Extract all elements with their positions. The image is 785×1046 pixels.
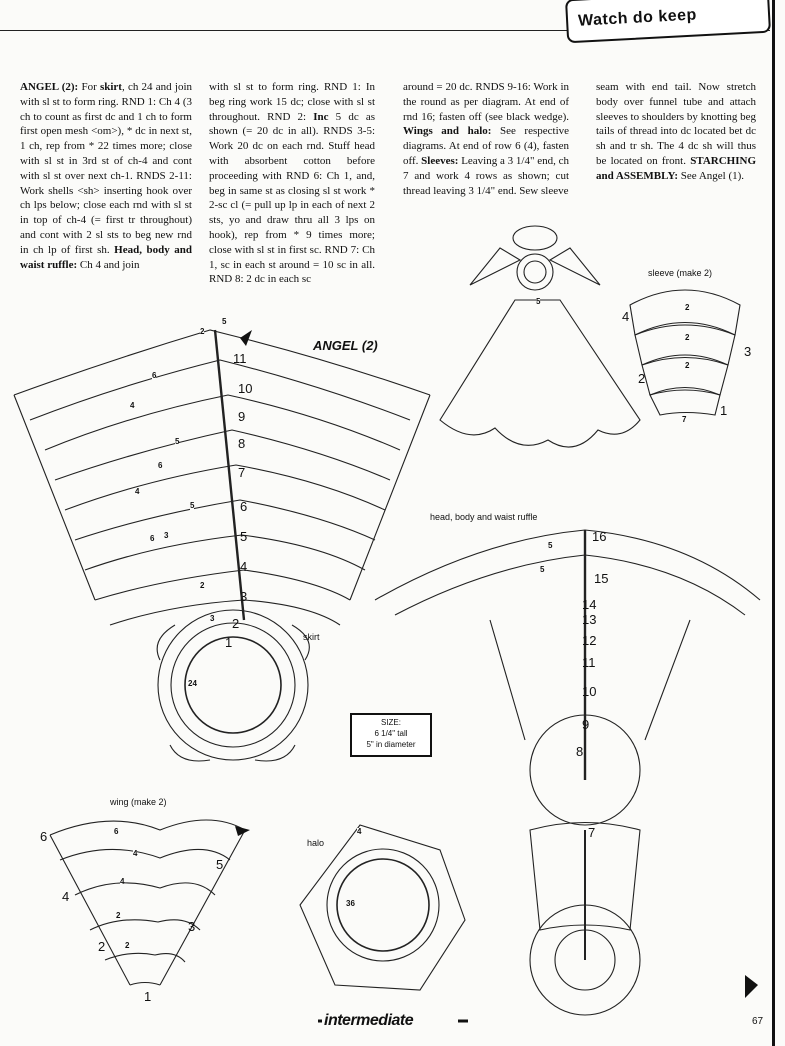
diagram-number: 10 [582, 684, 597, 699]
head-body-ruffle-diagram [375, 530, 760, 1015]
diagram-number: 15 [594, 571, 609, 586]
diagram-number: 5 [175, 437, 180, 446]
halo-diagram [300, 825, 465, 990]
diagram-number: 5 [216, 857, 224, 872]
diagram-number: 11 [582, 655, 596, 670]
diagram-number: 7 [588, 825, 596, 840]
paragraph-run: ANGEL (2): [20, 81, 79, 93]
diagram-number: 5 [540, 565, 545, 574]
paragraph-run: with sl st to form ring. RND 1: In beg ring work 15 dc; close with sl st throughout. RND 2: [209, 81, 375, 123]
paragraph-run: Head, body and waist ruffle: [20, 243, 192, 271]
diagram-number: 9 [582, 717, 590, 732]
diagram-number: 6 [158, 461, 163, 470]
diagram-number: 4 [622, 309, 630, 324]
diagram-number: 3 [164, 531, 169, 540]
wing-label: wing (make 2) [110, 797, 167, 807]
diagram-number: 5 [240, 529, 248, 544]
paragraph-run: seam with end tail. Now stretch body over funnel tube and attach sleeves to shoulders by knotting beg tails of thread into dc located bet dc sh and tr sh. The 4 dc sh will thus be located on front. [596, 81, 756, 167]
diagram-number: 4 [130, 401, 135, 410]
diagram-number: 4 [357, 827, 362, 836]
page-turn-arrow [745, 975, 758, 998]
diagram-number: 4 [120, 877, 125, 886]
diagram-number: 2 [685, 303, 690, 312]
size-title: SIZE: [380, 718, 401, 727]
diagram-number: 4 [133, 849, 138, 858]
diagram-number: 3 [188, 919, 196, 934]
paragraph-run: Wings and halo: [403, 125, 492, 138]
diagram-number: 2 [232, 616, 240, 631]
paragraph-run: , ch 24 and join with sl st to form ring. RND 1: Ch 4 (3 ch to count as first dc and 1 ch to form first open mesh <om>), * dc in next st, 1 ch, rep from * 22 times more; close with sl st in 3rd st of ch-4 and cont with sl st over next ch-1. RNDS 2-11: Work shells <sh> inserting hook over ch lps below; close each rnd with sl st in top of ch-4 (= first tr throughout) and cont with 2 sl sts to beg new rnd in ch lp of first sh. [20, 81, 192, 256]
paragraph-run: 5 dc as shown (= 20 dc in all). RNDS 3-5: Work 20 dc on each rnd. Stuff head with absorbent cotton before proceeding with RND 6: Ch 1, and, beg in same st as closing sl st work * 2-sc cl (= pull up lp in each of next 2 sts, yo and draw thru all 3 lps on hook), rep from * 9 times more; close with sl st in first sc. RND 7: Ch 1, sc in each st around = 10 sc in all. RND 8: 2 dc in each sc [209, 110, 376, 286]
diagram-number: 8 [238, 436, 246, 451]
diagram-number: 2 [200, 581, 205, 590]
wing-diagram [50, 820, 245, 985]
skill-level-badge [318, 1010, 468, 1032]
paragraph-run: skirt [99, 81, 122, 93]
diagram-number: 3 [240, 589, 248, 604]
angel-outline-diagram [440, 226, 640, 447]
diagram-number: 24 [188, 679, 197, 688]
diagram-number: 6 [240, 499, 248, 514]
diagram-number: 14 [582, 597, 597, 612]
paragraph-run: Inc [313, 110, 329, 123]
paragraph-run: around = 20 dc. RNDS 9-16: Work in the round as per diagram. At end of rnd 16; fasten off (see black wedge). [403, 81, 569, 123]
diagram-number: 7 [682, 415, 687, 424]
diagram-number: 8 [576, 744, 584, 759]
diagram-number: 2 [685, 361, 690, 370]
paragraph-run: Sleeves: [421, 154, 459, 167]
angel-diagram-title: ANGEL (2) [313, 338, 378, 353]
diagram-number: 3 [744, 344, 752, 359]
diagram-number: 7 [238, 465, 246, 480]
diagram-number: 2 [638, 371, 646, 386]
diagram-number: 4 [240, 559, 248, 574]
halo-label: halo [307, 838, 325, 848]
skill-level-text: intermediate [324, 1012, 414, 1029]
diagram-number: 6 [150, 534, 155, 543]
skirt-label: skirt [303, 632, 320, 642]
header-tab-text: Watch do keep [577, 6, 698, 30]
size-info-box [350, 713, 432, 757]
paragraph-run: STARCHING and ASSEMBLY: [596, 154, 756, 182]
size-diameter: 5" in diameter [366, 740, 416, 749]
size-height: 6 1/4" tall [374, 729, 408, 738]
diagram-number: 5 [536, 297, 541, 306]
diagram-number: 2 [685, 333, 690, 342]
paragraph-run: Leaving a 3 1/4" end, ch 7 and work 4 rows as shown; cut thread leaving 3 1/4" end. Sew sleeve [403, 154, 569, 197]
diagram-number: 5 [548, 541, 553, 550]
diagram-number: 1 [144, 989, 152, 1004]
diagram-number: 4 [62, 889, 70, 904]
diagram-number: 1 [720, 403, 728, 418]
diagram-number: 6 [114, 827, 119, 836]
diagram-number: 2 [116, 911, 121, 920]
diagram-number: 12 [582, 633, 597, 648]
diagram-number: 1 [225, 635, 233, 650]
page-number: 67 [752, 1016, 764, 1027]
diagram-number: 11 [233, 351, 247, 366]
diagram-number: 36 [346, 899, 355, 908]
diagram-number: 2 [200, 327, 205, 336]
skirt-diagram [14, 327, 430, 761]
paragraph-run: Ch 4 and join [77, 258, 140, 271]
diagram-number: 10 [238, 381, 253, 396]
head-body-ruffle-label: head, body and waist ruffle [430, 512, 538, 522]
diagram-number: 4 [135, 487, 140, 496]
diagram-number: 2 [98, 939, 106, 954]
paragraph-run: For [78, 81, 100, 93]
diagram-number: 5 [222, 317, 227, 326]
diagram-number: 5 [190, 501, 195, 510]
diagram-number: 2 [125, 941, 130, 950]
sleeve-label: sleeve (make 2) [648, 268, 713, 278]
diagram-number: 16 [592, 529, 607, 544]
diagram-number: 3 [210, 614, 215, 623]
paragraph-run: See respective diagrams. At end of row 6 (4), fasten off. [403, 125, 570, 167]
diagram-number: 13 [582, 612, 597, 627]
diagram-number: 6 [152, 371, 157, 380]
diagram-number: 6 [40, 829, 48, 844]
diagram-number: 9 [238, 409, 246, 424]
skirt-start-arrow [240, 330, 252, 346]
paragraph-run: See Angel (1). [678, 169, 745, 182]
